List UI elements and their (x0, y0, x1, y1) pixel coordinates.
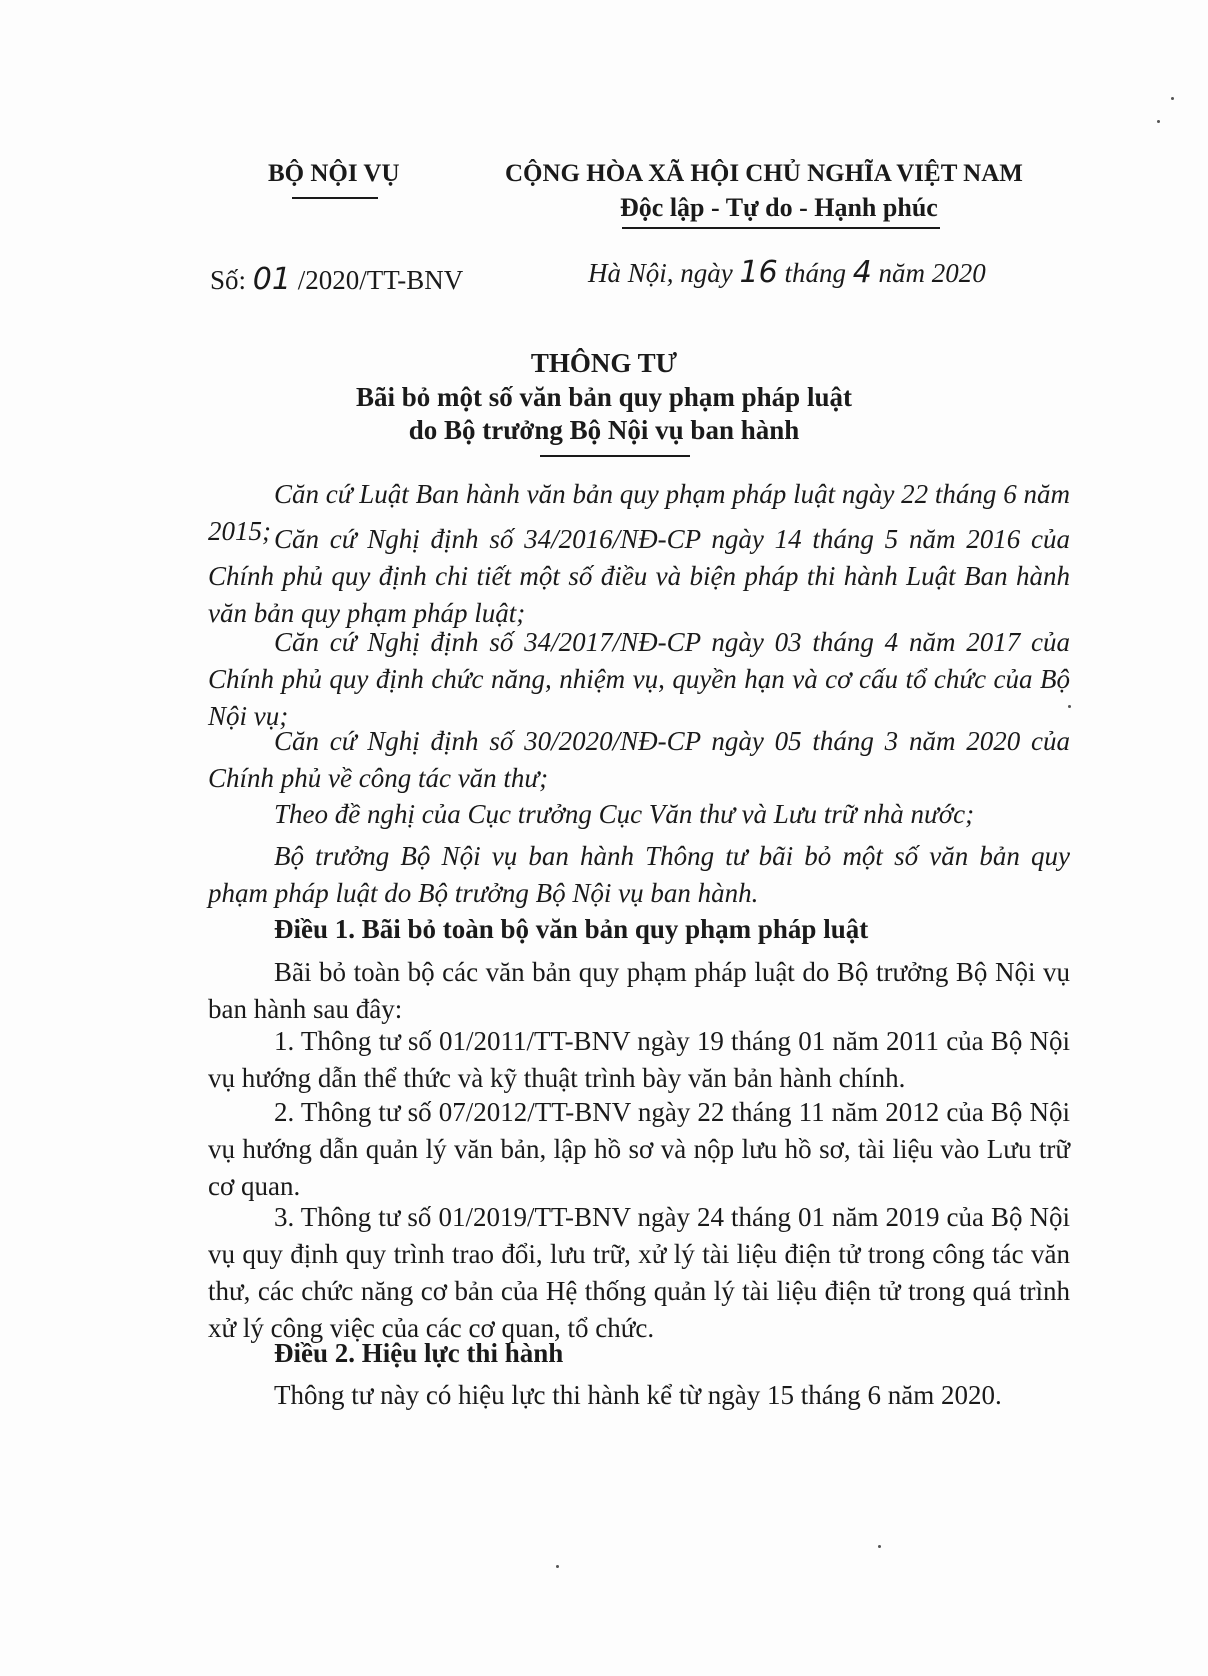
date-part-2: tháng (777, 258, 853, 288)
doc-number-handwritten: 01 (252, 262, 291, 297)
scan-speck (1171, 97, 1174, 100)
scan-speck (1068, 705, 1071, 708)
document-type-title: THÔNG TƯ (530, 348, 678, 378)
article-2-heading: Điều 2. Hiệu lực thi hành (274, 1338, 564, 1368)
title-line-1: Bãi bỏ một số văn bản quy phạm pháp luật (356, 382, 852, 412)
document-number (210, 262, 463, 297)
preamble-5: Theo đề nghị của Cục trưởng Cục Văn thư và Lưu trữ nhà nước; (274, 799, 975, 829)
motto-underline (622, 227, 940, 229)
title-underline (540, 455, 690, 457)
preamble-2: Căn cứ Nghị định số 34/2016/NĐ-CP ngày 14 tháng 5 năm 2016 của Chính phủ quy định chi tiết một số điều và biện pháp thi hành Luật Ban hành văn bản quy phạm pháp luật; (208, 524, 1070, 628)
article-2-text: Thông tư này có hiệu lực thi hành kể từ ngày 15 tháng 6 năm 2020. (274, 1380, 1002, 1410)
date-part-1: Hà Nội, ngày (588, 258, 740, 288)
country-name: CỘNG HÒA XÃ HỘI CHỦ NGHĨA VIỆT NAM (505, 160, 1023, 187)
date-month-handwritten: 4 (852, 255, 872, 290)
preamble-1: Căn cứ Luật Ban hành văn bản quy phạm pháp luật ngày 22 tháng 6 năm 2015; (208, 479, 1070, 546)
preamble-3: Căn cứ Nghị định số 34/2017/NĐ-CP ngày 03 tháng 4 năm 2017 của Chính phủ quy định chức năng, nhiệm vụ, quyền hạn và cơ cấu tổ chức của Bộ Nội vụ; (208, 627, 1070, 731)
preamble-6: Bộ trưởng Bộ Nội vụ ban hành Thông tư bãi bỏ một số văn bản quy phạm pháp luật do Bộ trưởng Bộ Nội vụ ban hành. (208, 841, 1070, 908)
scan-speck (1157, 120, 1160, 123)
article-1-item-3: 3. Thông tư số 01/2019/TT-BNV ngày 24 tháng 01 năm 2019 của Bộ Nội vụ quy định quy trình trao đổi, lưu trữ, xử lý tài liệu điện tử trong công tác văn thư, các chức năng cơ bản của Hệ thống quản lý tài liệu điện tử trong quá trình xử lý công việc của các cơ quan, tổ chức. (208, 1202, 1070, 1343)
article-1-item-2: 2. Thông tư số 07/2012/TT-BNV ngày 22 tháng 11 năm 2012 của Bộ Nội vụ hướng dẫn quản lý văn bản, lập hồ sơ và nộp lưu hồ sơ, tài liệu vào Lưu trữ cơ quan. (208, 1097, 1070, 1201)
national-motto: Độc lập - Tự do - Hạnh phúc (620, 193, 938, 222)
scan-speck (556, 1565, 559, 1568)
title-line-2: do Bộ trưởng Bộ Nội vụ ban hành (408, 415, 800, 445)
article-1-intro: Bãi bỏ toàn bộ các văn bản quy phạm pháp luật do Bộ trưởng Bộ Nội vụ ban hành sau đây: (208, 957, 1070, 1024)
ministry-name: BỘ NỘI VỤ (268, 160, 400, 187)
preamble-4: Căn cứ Nghị định số 30/2020/NĐ-CP ngày 05 tháng 3 năm 2020 của Chính phủ về công tác văn thư; (208, 726, 1070, 793)
date-day-handwritten: 16 (739, 255, 778, 290)
article-1-item-1: 1. Thông tư số 01/2011/TT-BNV ngày 19 tháng 01 năm 2011 của Bộ Nội vụ hướng dẫn thể thức và kỹ thuật trình bày văn bản hành chính. (208, 1026, 1070, 1093)
ministry-underline (292, 197, 378, 199)
article-1-heading: Điều 1. Bãi bỏ toàn bộ văn bản quy phạm pháp luật (274, 914, 869, 944)
issue-date-line (588, 255, 986, 290)
doc-number-suffix: /2020/TT-BNV (290, 265, 464, 295)
doc-number-prefix: Số: (210, 265, 253, 295)
date-part-3: năm 2020 (871, 258, 986, 288)
scan-speck (878, 1545, 881, 1548)
